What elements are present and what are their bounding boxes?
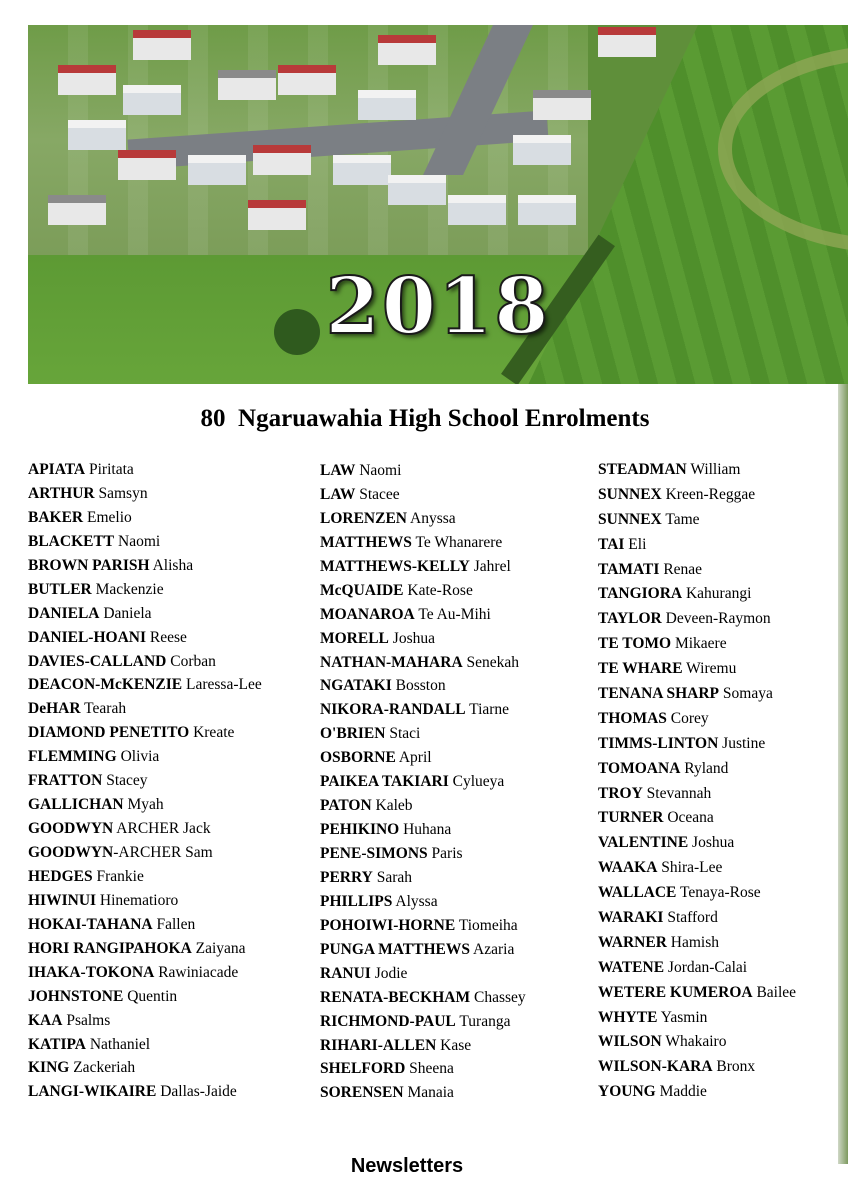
student-name	[598, 906, 838, 931]
student-name	[320, 746, 595, 770]
student-given-name: -ARCHER Sam	[113, 844, 213, 861]
student-given-name: Anyssa	[410, 509, 456, 527]
student-name	[28, 793, 313, 817]
student-given-name: Corban	[170, 652, 216, 670]
student-surname: KAA	[28, 1011, 63, 1029]
student-given-name: Rawiniacade	[158, 963, 239, 981]
student-name	[320, 627, 595, 651]
house	[513, 135, 571, 165]
student-name	[28, 673, 313, 697]
student-name	[598, 757, 838, 782]
student-surname: PUNGA MATTHEWS	[320, 940, 470, 958]
student-surname: MATTHEWS	[320, 533, 412, 551]
student-name	[320, 651, 595, 675]
student-given-name: Hamish	[670, 933, 719, 951]
student-surname: JOHNSTONE	[28, 987, 124, 1005]
student-surname: SUNNEX	[598, 510, 662, 528]
student-name	[320, 1034, 595, 1058]
student-given-name: Tiomeiha	[458, 916, 518, 934]
student-given-name: April	[398, 749, 432, 767]
student-name	[598, 881, 838, 906]
student-surname: WHYTE	[598, 1008, 658, 1026]
student-name	[28, 913, 313, 937]
house	[48, 195, 106, 225]
student-given-name: Tenaya-Rose	[680, 884, 761, 902]
student-given-name: Azaria	[473, 940, 515, 958]
student-surname: DeHAR	[28, 700, 81, 718]
student-name	[320, 698, 595, 722]
student-surname: PEHIKINO	[320, 821, 400, 839]
student-name	[320, 866, 595, 890]
house	[188, 155, 246, 185]
house	[123, 85, 181, 115]
house	[58, 65, 116, 95]
student-surname: NATHAN-MAHARA	[320, 653, 463, 671]
student-given-name: Kahurangi	[685, 585, 752, 603]
student-surname: TOMOANA	[598, 759, 681, 777]
student-surname: TE TOMO	[598, 635, 672, 653]
student-name	[320, 770, 595, 794]
student-given-name: Te Au-Mihi	[418, 605, 491, 623]
house	[118, 150, 176, 180]
student-surname: WARNER	[598, 933, 667, 951]
student-surname: TIMMS-LINTON	[598, 734, 719, 752]
student-name	[320, 914, 595, 938]
enrolment-list-column-2	[320, 459, 595, 1105]
student-name	[598, 1006, 838, 1031]
student-given-name: Naomi	[359, 462, 402, 479]
student-name	[28, 554, 313, 578]
student-surname: HIWINUI	[28, 891, 97, 909]
student-name	[28, 458, 313, 482]
student-given-name: Cylueya	[452, 773, 505, 791]
student-name	[28, 578, 313, 602]
student-surname: PENE-SIMONS	[320, 845, 428, 862]
newsletters-heading: Newsletters	[350, 1155, 464, 1177]
student-surname: LANGI-WIKAIRE	[28, 1083, 157, 1101]
student-given-name: Piritata	[89, 461, 134, 478]
student-surname: IHAKA-TOKONA	[28, 963, 155, 981]
student-surname: RANUI	[320, 964, 371, 982]
student-surname: KATIPA	[28, 1035, 86, 1053]
student-surname: TANGIORA	[598, 585, 683, 603]
student-surname: PHILLIPS	[320, 892, 393, 910]
student-name	[320, 842, 595, 866]
student-surname: APIATA	[28, 461, 86, 478]
student-name	[320, 1057, 595, 1081]
house	[68, 120, 126, 150]
student-surname: POHOIWI-HORNE	[320, 916, 456, 934]
student-name	[320, 794, 595, 818]
student-given-name: Bailee	[756, 983, 797, 1001]
student-name	[598, 582, 838, 607]
student-name	[598, 1030, 838, 1055]
student-name	[28, 721, 313, 745]
student-given-name: Kate-Rose	[407, 581, 473, 599]
house	[448, 195, 506, 225]
student-given-name: Bosston	[395, 677, 446, 695]
student-surname: KING	[28, 1059, 70, 1077]
student-name	[598, 682, 838, 707]
student-given-name: Deveen-Raymon	[665, 610, 771, 628]
student-name	[28, 650, 313, 674]
student-given-name: Sheena	[409, 1060, 454, 1078]
student-given-name: Reese	[149, 628, 187, 646]
student-name	[320, 555, 595, 579]
student-surname: LAW	[320, 462, 356, 479]
student-surname: RICHMOND-PAUL	[320, 1012, 456, 1030]
student-surname: OSBORNE	[320, 749, 396, 767]
student-given-name: Renae	[663, 560, 703, 578]
enrolment-list-column-3	[598, 458, 838, 1105]
student-given-name: Kaleb	[375, 797, 413, 815]
student-given-name: Manaia	[407, 1084, 454, 1102]
student-name	[598, 1055, 838, 1080]
student-given-name: Quentin	[127, 987, 178, 1005]
page-title: 80 Ngaruawahia High School Enrolments	[200, 405, 650, 432]
student-surname: LORENZEN	[320, 509, 407, 527]
student-given-name: Samsyn	[98, 484, 148, 502]
student-surname: PERRY	[320, 868, 373, 886]
student-given-name: Tame	[665, 510, 700, 528]
student-name	[28, 961, 313, 985]
student-name	[598, 632, 838, 657]
house	[248, 200, 306, 230]
student-name	[320, 579, 595, 603]
student-name	[28, 482, 313, 506]
student-given-name: Zaiyana	[195, 939, 246, 957]
student-surname: WETERE KUMEROA	[598, 983, 753, 1001]
student-given-name: Olivia	[120, 748, 160, 766]
student-surname: DANIELA	[28, 604, 100, 622]
student-name	[28, 506, 313, 530]
student-name	[320, 890, 595, 914]
student-given-name: Mackenzie	[95, 580, 164, 598]
student-name	[28, 745, 313, 769]
student-name	[28, 817, 313, 841]
student-name	[598, 856, 838, 881]
student-given-name: Oceana	[667, 809, 714, 827]
student-given-name: Naomi	[118, 532, 161, 550]
student-given-name: Chassey	[474, 988, 526, 1006]
student-surname: VALENTINE	[598, 834, 689, 852]
student-surname: YOUNG	[598, 1083, 656, 1101]
student-surname: WATENE	[598, 958, 665, 976]
student-surname: NIKORA-RANDALL	[320, 701, 466, 719]
student-name	[320, 459, 595, 483]
student-name	[598, 981, 838, 1006]
student-given-name: Te Whanarere	[415, 533, 503, 551]
student-surname: TAYLOR	[598, 610, 662, 628]
student-given-name: Staci	[389, 725, 421, 743]
student-given-name: Joshua	[692, 834, 735, 852]
student-name	[28, 889, 313, 913]
student-surname: FRATTON	[28, 772, 103, 790]
student-name	[28, 626, 313, 650]
student-surname: PAIKEA TAKIARI	[320, 773, 449, 791]
student-name	[320, 938, 595, 962]
student-surname: DEACON-McKENZIE	[28, 676, 183, 694]
student-name	[598, 483, 838, 508]
student-name	[320, 818, 595, 842]
student-given-name: Stafford	[667, 909, 718, 927]
student-given-name: Eli	[628, 535, 647, 553]
aerial-photo-banner	[28, 25, 848, 384]
student-surname: DAVIES-CALLAND	[28, 652, 167, 670]
student-surname: NGATAKI	[320, 677, 392, 695]
student-surname: SORENSEN	[320, 1084, 404, 1102]
student-surname: GALLICHAN	[28, 796, 124, 814]
student-given-name: Ryland	[684, 759, 729, 777]
student-given-name: Tearah	[84, 700, 127, 718]
student-surname: GOODWYN	[28, 844, 114, 861]
house	[378, 35, 436, 65]
house	[133, 30, 191, 60]
student-surname: LAW	[320, 485, 356, 503]
student-surname: HOKAI-TAHANA	[28, 915, 153, 933]
student-surname: TAI	[598, 535, 625, 553]
student-given-name: Stacee	[359, 485, 400, 503]
student-given-name: Fallen	[156, 915, 196, 933]
student-given-name: Frankie	[96, 867, 144, 885]
student-surname: WAAKA	[598, 859, 658, 877]
student-name	[598, 533, 838, 558]
student-given-name: Stacey	[106, 772, 148, 790]
house	[598, 27, 656, 57]
banner-year: 2018	[325, 261, 551, 352]
student-name	[28, 697, 313, 721]
student-given-name: Shira-Lee	[661, 859, 723, 877]
student-surname: McQUAIDE	[320, 581, 404, 599]
student-name	[320, 507, 595, 531]
student-name	[320, 962, 595, 986]
student-name	[320, 531, 595, 555]
student-name	[320, 986, 595, 1010]
student-name	[598, 508, 838, 533]
student-surname: HORI RANGIPAHOKA	[28, 939, 192, 957]
student-name	[28, 1033, 313, 1057]
student-surname: PATON	[320, 797, 372, 815]
student-given-name: Justine	[722, 734, 766, 752]
student-given-name: Stevannah	[646, 784, 712, 802]
student-name	[320, 1081, 595, 1105]
student-surname: SUNNEX	[598, 485, 662, 503]
photo-edge-strip	[838, 384, 848, 1164]
student-given-name: Alyssa	[395, 892, 438, 910]
student-name	[320, 722, 595, 746]
student-given-name: Maddie	[659, 1083, 707, 1101]
student-given-name: Hinematioro	[99, 891, 179, 909]
student-given-name: Yasmin	[660, 1008, 708, 1026]
student-name	[598, 931, 838, 956]
student-given-name: Kreate	[193, 724, 235, 742]
student-name	[28, 530, 313, 554]
house	[278, 65, 336, 95]
student-surname: MORELL	[320, 629, 389, 647]
house	[533, 90, 591, 120]
student-given-name: Laressa-Lee	[186, 676, 262, 694]
student-name	[320, 674, 595, 698]
student-given-name: ARCHER Jack	[116, 820, 211, 838]
student-given-name: Kase	[440, 1036, 472, 1054]
house	[218, 70, 276, 100]
student-given-name: Corey	[670, 709, 709, 727]
house	[518, 195, 576, 225]
student-given-name: Jordan-Calai	[667, 958, 748, 976]
student-surname: ARTHUR	[28, 484, 95, 502]
student-surname: MOANAROA	[320, 605, 415, 623]
student-name	[598, 607, 838, 632]
student-surname: MATTHEWS-KELLY	[320, 557, 470, 575]
student-name	[28, 769, 313, 793]
student-given-name: Huhana	[403, 821, 452, 839]
student-name	[598, 956, 838, 981]
student-surname: GOODWYN	[28, 820, 114, 838]
student-surname: BAKER	[28, 508, 84, 526]
student-given-name: Zackeriah	[73, 1059, 136, 1077]
student-given-name: Whakairo	[665, 1033, 727, 1051]
house	[333, 155, 391, 185]
student-given-name: Bronx	[716, 1058, 756, 1076]
student-given-name: Myah	[127, 796, 164, 814]
student-surname: O'BRIEN	[320, 725, 386, 743]
student-given-name: William	[690, 461, 741, 478]
student-given-name: Emelio	[87, 508, 132, 526]
student-name	[28, 985, 313, 1009]
student-surname: STEADMAN	[598, 461, 687, 478]
student-given-name: Mikaere	[674, 635, 727, 653]
student-name	[28, 1056, 313, 1080]
student-given-name: Senekah	[466, 653, 520, 671]
student-name	[598, 782, 838, 807]
student-name	[598, 558, 838, 583]
student-surname: TAMATI	[598, 560, 660, 578]
student-name	[598, 458, 838, 483]
student-name	[28, 937, 313, 961]
student-name	[598, 806, 838, 831]
student-surname: TE WHARE	[598, 660, 683, 678]
house	[388, 175, 446, 205]
student-name	[28, 1080, 313, 1104]
student-given-name: Wiremu	[686, 660, 737, 678]
student-given-name: Alisha	[152, 556, 194, 574]
student-surname: BUTLER	[28, 580, 92, 598]
student-name	[28, 1009, 313, 1033]
student-given-name: Dallas-Jaide	[160, 1083, 237, 1101]
student-given-name: Sarah	[376, 868, 413, 886]
student-surname: WALLACE	[598, 884, 677, 902]
student-surname: RENATA-BECKHAM	[320, 988, 471, 1006]
student-surname: WILSON-KARA	[598, 1058, 713, 1076]
house	[358, 90, 416, 120]
student-name	[320, 483, 595, 507]
student-surname: DANIEL-HOANI	[28, 628, 146, 646]
student-surname: BROWN PARISH	[28, 556, 150, 574]
enrolment-list-column-1	[28, 458, 313, 1104]
student-name	[320, 1010, 595, 1034]
student-surname: WARAKI	[598, 909, 664, 927]
student-surname: DIAMOND PENETITO	[28, 724, 190, 742]
student-name	[598, 732, 838, 757]
student-name	[598, 831, 838, 856]
student-given-name: Somaya	[722, 685, 773, 703]
student-surname: TROY	[598, 784, 643, 802]
student-surname: THOMAS	[598, 709, 667, 727]
student-given-name: Daniela	[103, 604, 152, 622]
student-name	[28, 841, 313, 865]
student-surname: RIHARI-ALLEN	[320, 1036, 437, 1054]
student-name	[598, 707, 838, 732]
student-given-name: Nathaniel	[89, 1035, 151, 1053]
student-surname: TENANA SHARP	[598, 685, 720, 703]
student-surname: FLEMMING	[28, 748, 117, 766]
student-given-name: Jodie	[374, 964, 408, 982]
tree	[274, 309, 320, 355]
student-name	[598, 1080, 838, 1105]
student-given-name: Tiarne	[469, 701, 510, 719]
student-given-name: Joshua	[392, 629, 435, 647]
student-surname: WILSON	[598, 1033, 662, 1051]
student-surname: HEDGES	[28, 867, 93, 885]
student-given-name: Turanga	[459, 1012, 511, 1030]
student-surname: SHELFORD	[320, 1060, 406, 1078]
student-name	[28, 602, 313, 626]
student-given-name: Jahrel	[473, 557, 511, 575]
house	[253, 145, 311, 175]
student-name	[28, 865, 313, 889]
student-surname: BLACKETT	[28, 532, 115, 550]
student-name	[598, 657, 838, 682]
student-given-name: Psalms	[66, 1011, 111, 1029]
student-given-name: Kreen-Reggae	[665, 485, 756, 503]
student-given-name: Paris	[431, 845, 463, 862]
student-name	[320, 603, 595, 627]
student-surname: TURNER	[598, 809, 664, 827]
